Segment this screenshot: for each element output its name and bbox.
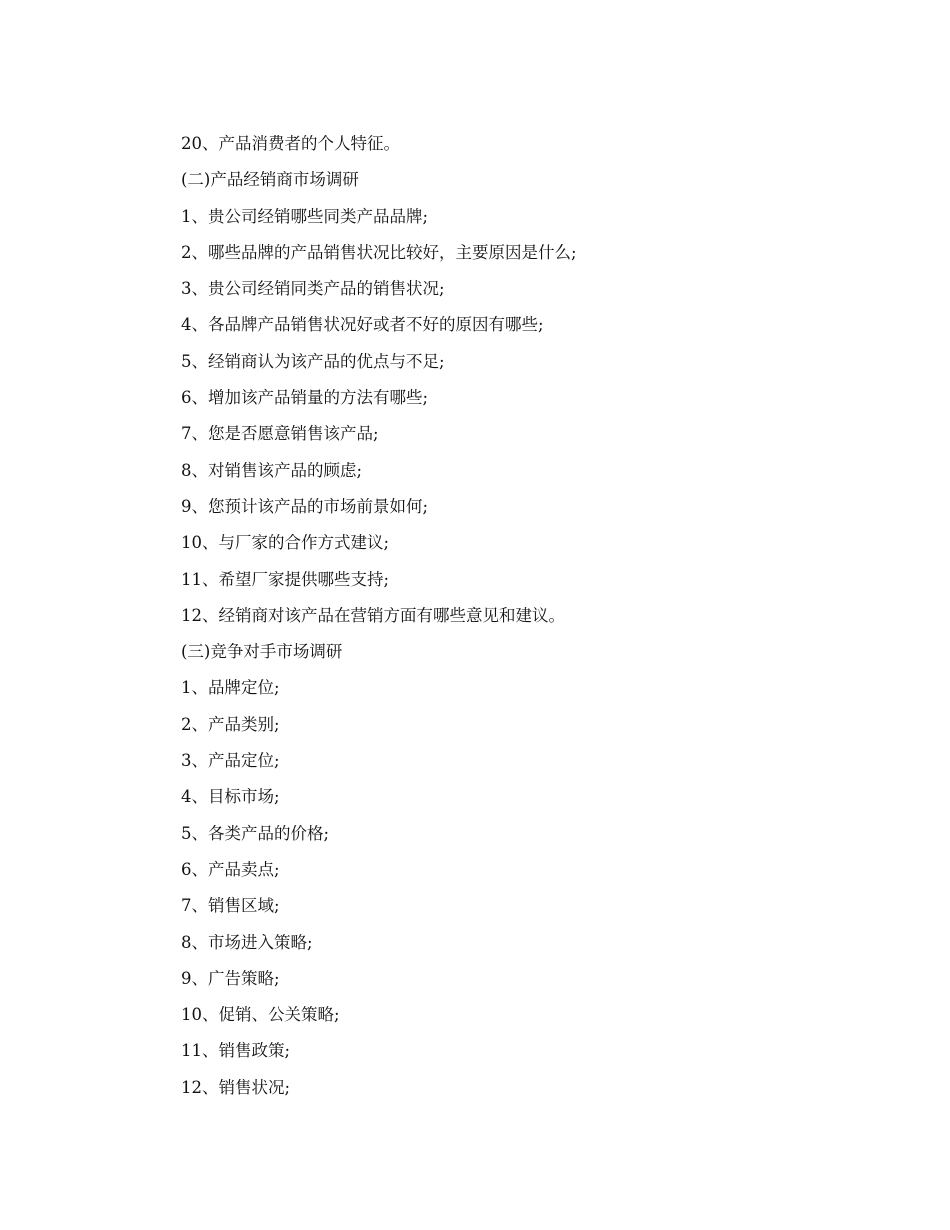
list-item: 5、各类产品的价格; bbox=[181, 823, 330, 843]
section-heading-dealer-research: (二)产品经销商市场调研 bbox=[181, 170, 359, 190]
list-item: 10、促销、公关策略; bbox=[181, 1005, 340, 1025]
list-item: 5、经销商认为该产品的优点与不足; bbox=[181, 351, 445, 371]
section-heading-competitor-research: (三)竞争对手市场调研 bbox=[181, 642, 343, 662]
list-item: 9、您预计该产品的市场前景如何; bbox=[181, 496, 429, 516]
list-item-consumer-traits: 20、产品消费者的个人特征。 bbox=[181, 134, 400, 153]
list-item: 10、与厂家的合作方式建议; bbox=[181, 533, 390, 553]
list-item: 4、各品牌产品销售状况好或者不好的原因有哪些; bbox=[181, 315, 544, 335]
list-item: 4、目标市场; bbox=[181, 787, 280, 807]
list-item: 6、产品卖点; bbox=[181, 859, 280, 879]
list-item: 7、您是否愿意销售该产品; bbox=[181, 424, 379, 444]
list-item: 11、希望厂家提供哪些支持; bbox=[181, 569, 390, 589]
list-item: 6、增加该产品销量的方法有哪些; bbox=[181, 388, 429, 408]
list-item: 7、销售区域; bbox=[181, 896, 280, 916]
list-item: 8、市场进入策略; bbox=[181, 932, 313, 952]
list-item: 11、销售政策; bbox=[181, 1041, 291, 1061]
list-item: 3、产品定位; bbox=[181, 751, 280, 771]
list-item: 2、产品类别; bbox=[181, 714, 280, 734]
list-item: 12、销售状况; bbox=[181, 1077, 291, 1097]
list-item: 2、哪些品牌的产品销售状况比较好，主要原因是什么; bbox=[181, 242, 577, 262]
document-body bbox=[181, 126, 881, 1106]
list-item: 12、经销商对该产品在营销方面有哪些意见和建议。 bbox=[181, 605, 565, 625]
list-item: 1、品牌定位; bbox=[181, 678, 280, 698]
list-item: 8、对销售该产品的顾虑; bbox=[181, 460, 363, 480]
list-item: 9、广告策略; bbox=[181, 968, 280, 988]
list-item: 3、贵公司经销同类产品的销售状况; bbox=[181, 279, 445, 299]
list-item: 1、贵公司经销哪些同类产品品牌; bbox=[181, 206, 429, 226]
